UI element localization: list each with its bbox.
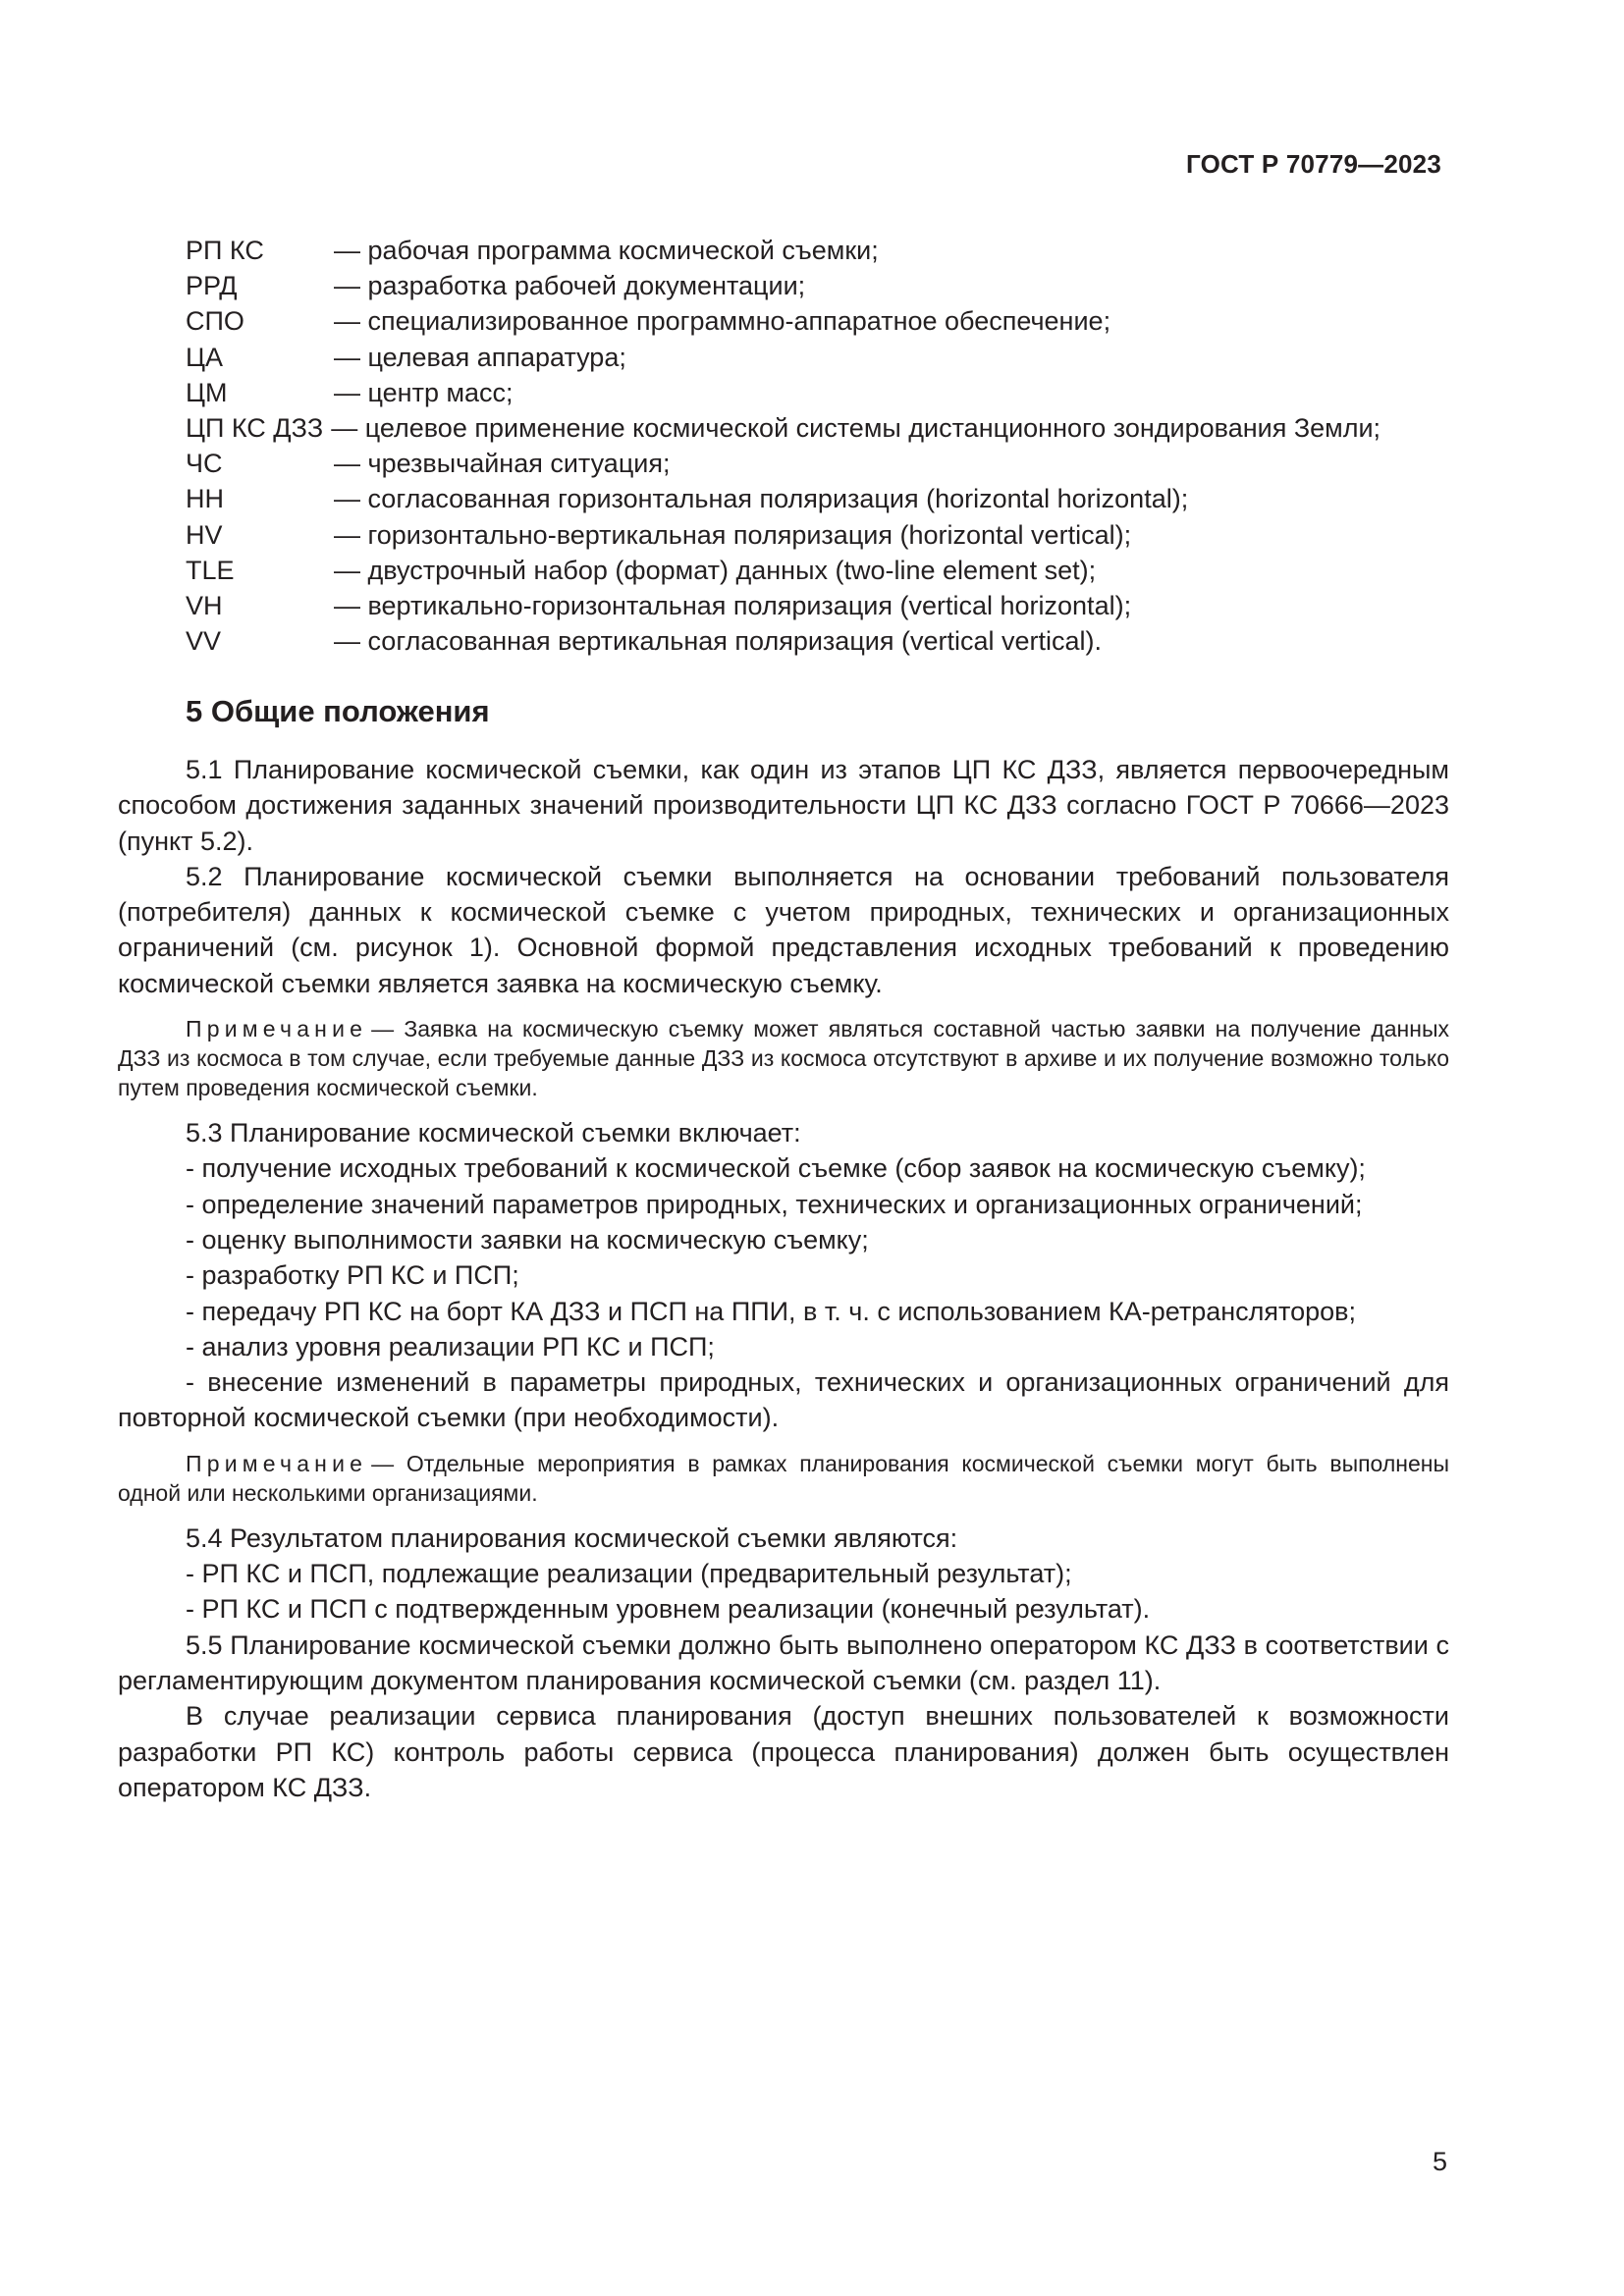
abbreviation-definition: — центр масс; (334, 377, 514, 407)
list-item: - оценку выполнимости заявки на космическую съемку; (186, 1224, 869, 1255)
abbreviation-definition: — рабочая программа космической съемки; (334, 236, 879, 265)
note-label: Примечание (186, 1016, 368, 1042)
paragraph-5-2: 5.2 Планирование космической съемки выполняется на основании требований пользователя (потребителя) данных к космической съемке с учетом природных, технических и организационных ограничений (см. рисунок 1). Основной формой представления исходных требований к проведению космической съемки является заявка на космическую съемку. (118, 861, 1449, 998)
page-number: 5 (1432, 2147, 1447, 2176)
list-item: - определение значений параметров природных, технических и организационных ограничений; (186, 1189, 1363, 1219)
abbreviation-term: ЦА (186, 342, 223, 372)
abbreviation-definition: — согласованная горизонтальная поляризация (horizontal horizontal); (334, 484, 1189, 514)
abbreviation-row (186, 446, 1452, 481)
abbreviation-term: VV (186, 626, 222, 657)
abbreviation-term: HV (186, 519, 223, 550)
abbreviation-definition: — целевая аппаратура; (334, 342, 626, 372)
note-1 (118, 1014, 1449, 1102)
paragraph-5-5-continued: В случае реализации сервиса планирования (доступ внешних пользователей к возможности разработки РП КС) контроль работы сервиса (процесса планирования) должен быть осуществлен оператором КС ДЗЗ. (118, 1701, 1449, 1802)
abbreviation-definition: — горизонтально-вертикальная поляризация (horizontal vertical); (334, 519, 1132, 550)
abbreviation-term: ЦП КС ДЗЗ (186, 412, 324, 443)
abbreviation-term: ЦМ (186, 377, 228, 407)
abbreviation-list (186, 233, 1452, 659)
abbreviation-row (186, 303, 1452, 339)
abbreviation-definition: — разработка рабочей документации; (334, 271, 806, 301)
note-text: — Заявка на космическую съемку может являться составной частью заявки на получение данных ДЗЗ из космоса в том случае, если требуемые данные ДЗЗ из космоса отсутствуют в архиве и их получение возможно только путем проведения космической съемки. (118, 1016, 1449, 1101)
list-item: - получение исходных требований к космической съемке (сбор заявок на космическую съемку); (186, 1153, 1366, 1184)
abbreviation-row (186, 410, 1452, 446)
list-item: - РП КС и ПСП с подтвержденным уровнем реализации (конечный результат). (186, 1594, 1151, 1625)
list-item: - передачу РП КС на борт КА ДЗЗ и ПСП на ППИ, в т. ч. с использованием КА-ретрансляторов; (186, 1296, 1357, 1326)
note-label: Примечание (186, 1450, 368, 1476)
abbreviation-definition: — двустрочный набор (формат) данных (two-line element set); (334, 555, 1097, 585)
abbreviation-row (186, 553, 1452, 588)
abbreviation-term: РРД (186, 271, 238, 301)
document-header: ГОСТ Р 70779—2023 (1186, 149, 1441, 179)
list-item: - разработку РП КС и ПСП; (186, 1260, 519, 1291)
abbreviation-term: СПО (186, 306, 244, 337)
paragraph-5-1: 5.1 Планирование космической съемки, как один из этапов ЦП КС ДЗЗ, является первоочередным способом достижения заданных значений производительности ЦП КС ДЗЗ согласно ГОСТ Р 70666—2023 (пункт 5.2). (118, 755, 1449, 856)
abbreviation-row (186, 233, 1452, 268)
abbreviation-row (186, 517, 1452, 553)
note-text: — Отдельные мероприятия в рамках планирования космической съемки могут быть выполнены одной или несколькими организациями. (118, 1450, 1449, 1506)
abbreviation-term: РП КС (186, 236, 264, 265)
abbreviation-definition: — целевое применение космической системы дистанционного зондирования Земли; (331, 412, 1381, 443)
abbreviation-row (186, 375, 1452, 410)
abbreviation-term: HH (186, 484, 224, 514)
abbreviation-definition: — вертикально-горизонтальная поляризация (vertical horizontal); (334, 590, 1132, 620)
section-body (118, 752, 1449, 1805)
section-title: 5 Общие положения (186, 694, 490, 728)
abbreviation-row (186, 340, 1452, 375)
list-item: - анализ уровня реализации РП КС и ПСП; (186, 1331, 715, 1362)
abbreviation-definition: — согласованная вертикальная поляризация (vertical vertical). (334, 626, 1103, 657)
list-item: - РП КС и ПСП, подлежащие реализации (предварительный результат); (186, 1559, 1072, 1589)
list-item: - внесение изменений в параметры природных, технических и организационных ограничений для повторной космической съемки (при необходимости). (118, 1367, 1449, 1433)
abbreviation-definition: — специализированное программно-аппаратное обеспечение; (334, 306, 1111, 337)
paragraph-5-5: 5.5 Планирование космической съемки должно быть выполнено оператором КС ДЗЗ в соответствии с регламентирующим документом планирования космической съемки (см. раздел 11). (118, 1629, 1449, 1695)
abbreviation-definition: — чрезвычайная ситуация; (334, 449, 671, 479)
abbreviation-term: TLE (186, 555, 235, 585)
abbreviation-row (186, 481, 1452, 516)
abbreviation-term: ЧС (186, 449, 223, 479)
paragraph-5-4: 5.4 Результатом планирования космической съемки являются: (186, 1522, 958, 1553)
abbreviation-row (186, 623, 1452, 659)
abbreviation-row (186, 268, 1452, 303)
abbreviation-row (186, 588, 1452, 623)
paragraph-5-3: 5.3 Планирование космической съемки включает: (186, 1118, 801, 1148)
abbreviation-term: VH (186, 590, 223, 620)
note-2 (118, 1449, 1449, 1508)
